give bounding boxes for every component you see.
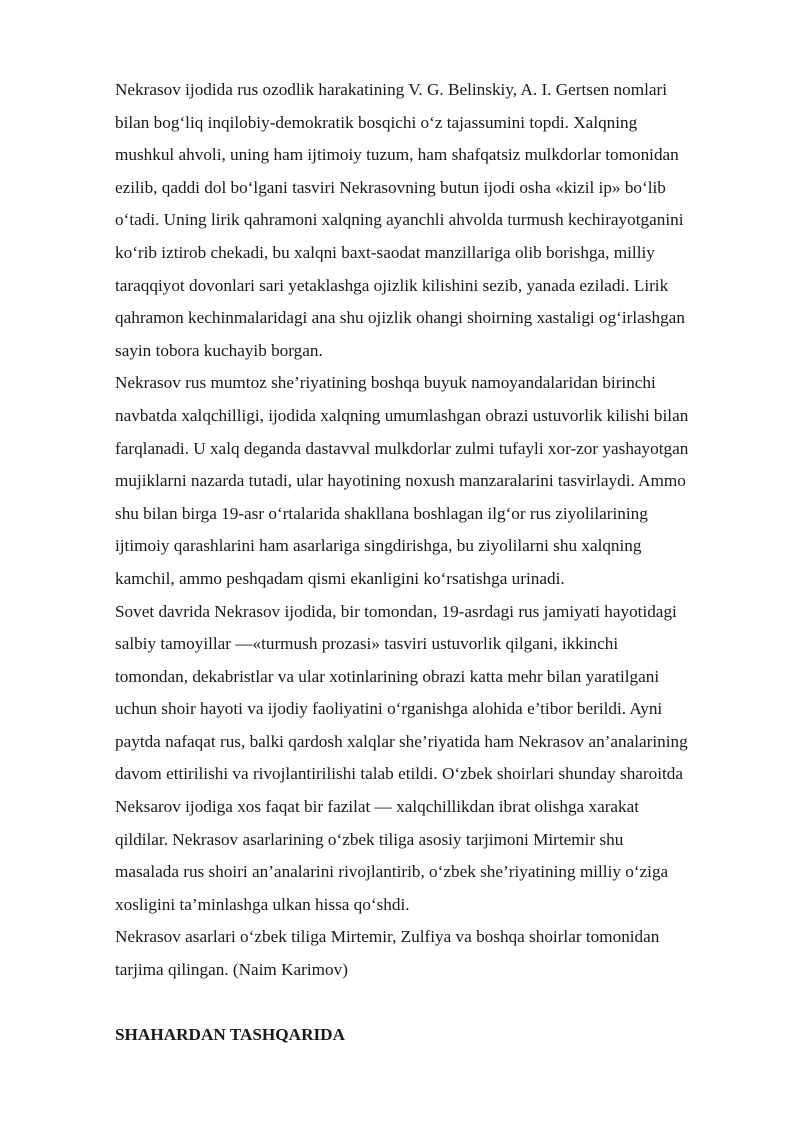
paragraph-4: Nekrasov asarlari o‘zbek tiliga Mirtemir, Zulfiya va boshqa shoirlar tomonidan tarjima qilingan. (Naim Karimov) xyxy=(115,927,660,980)
paragraph-1: Nekrasov ijodida rus ozodlik harakatining V. G. Belinskiy, A. I. Gertsen nomlari bilan bog‘liq inqilobiy-demokratik bosqichi o‘z tajassumini topdi. Xalqning mushkul ahvoli, uning ham ijtimoiy tuzum, ham shafqatsiz mulkdorlar tomonidan ezilib, qaddi dol bo‘lgani tasviri Nekrasovning butun ijodi osha «kizil ip» bo‘lib o‘tadi. Uning lirik qahramoni xalqning ayanchli ahvolda turmush kechirayotganini ko‘rib iztirob chekadi, bu xalqni baxt-saodat manzillariga olib borishga, milliy taraqqiyot dovonlari sari yetaklashga ojizlik kilishini sezib, yanada eziladi. Lirik qahramon kechinmalaridagi ana shu ojizlik ohangi shoirning xastaligi og‘irlashgan sayin tobora kuchayib borgan. xyxy=(115,80,685,360)
section-heading: SHAHARDAN TASHQARIDA xyxy=(115,1025,345,1045)
paragraph-2: Nekrasov rus mumtoz she’riyatining boshqa buyuk namoyandalaridan birinchi navbatda xalqchilligi, ijodida xalqning umumlashgan obrazi ustuvorlik kilishi bilan farqlanadi. U xalq deganda dastavval mulkdorlar zulmi tufayli xor-zor yashayotgan mujiklarni nazarda tutadi, ular hayotining noxush manzaralarini tasvirlaydi. Ammo shu bilan birga 19-asr o‘rtalarida shakllana boshlagan ilg‘or rus ziyolilarining ijtimoiy qarashlarini ham asarlariga singdirishga, bu ziyolilarni shu xalqning kamchil, ammo peshqadam qismi ekanligini ko‘rsatishga urinadi. xyxy=(115,373,689,588)
document-body xyxy=(115,74,747,1052)
paragraph-3: Sovet davrida Nekrasov ijodida, bir tomondan, 19-asrdagi rus jamiyati hayotidagi salbiy tamoyillar —«turmush prozasi» tasviri ustuvorlik qilgani, ikkinchi tomondan, dekabristlar va ular xotinlarining obrazi katta mehr bilan yaratilgani uchun shoir hayoti va ijodiy faoliyatini o‘rganishga alohida e’tibor berildi. Ayni paytda nafaqat rus, balki qardosh xalqlar she’riyatida ham Nekrasov an’analarining davom ettirilishi va rivojlantirilishi talab etildi. O‘zbek shoirlari shunday sharoitda Neksarov ijodiga xos faqat bir fazilat — xalqchillikdan ibrat olishga xarakat qildilar. Nekrasov asarlarining o‘zbek tiliga asosiy tarjimoni Mirtemir shu masalada rus shoiri an’analarini rivojlantirib, o‘zbek she’riyatining milliy o‘ziga xosligini ta’minlashga ulkan hissa qo‘shdi. xyxy=(115,601,688,914)
